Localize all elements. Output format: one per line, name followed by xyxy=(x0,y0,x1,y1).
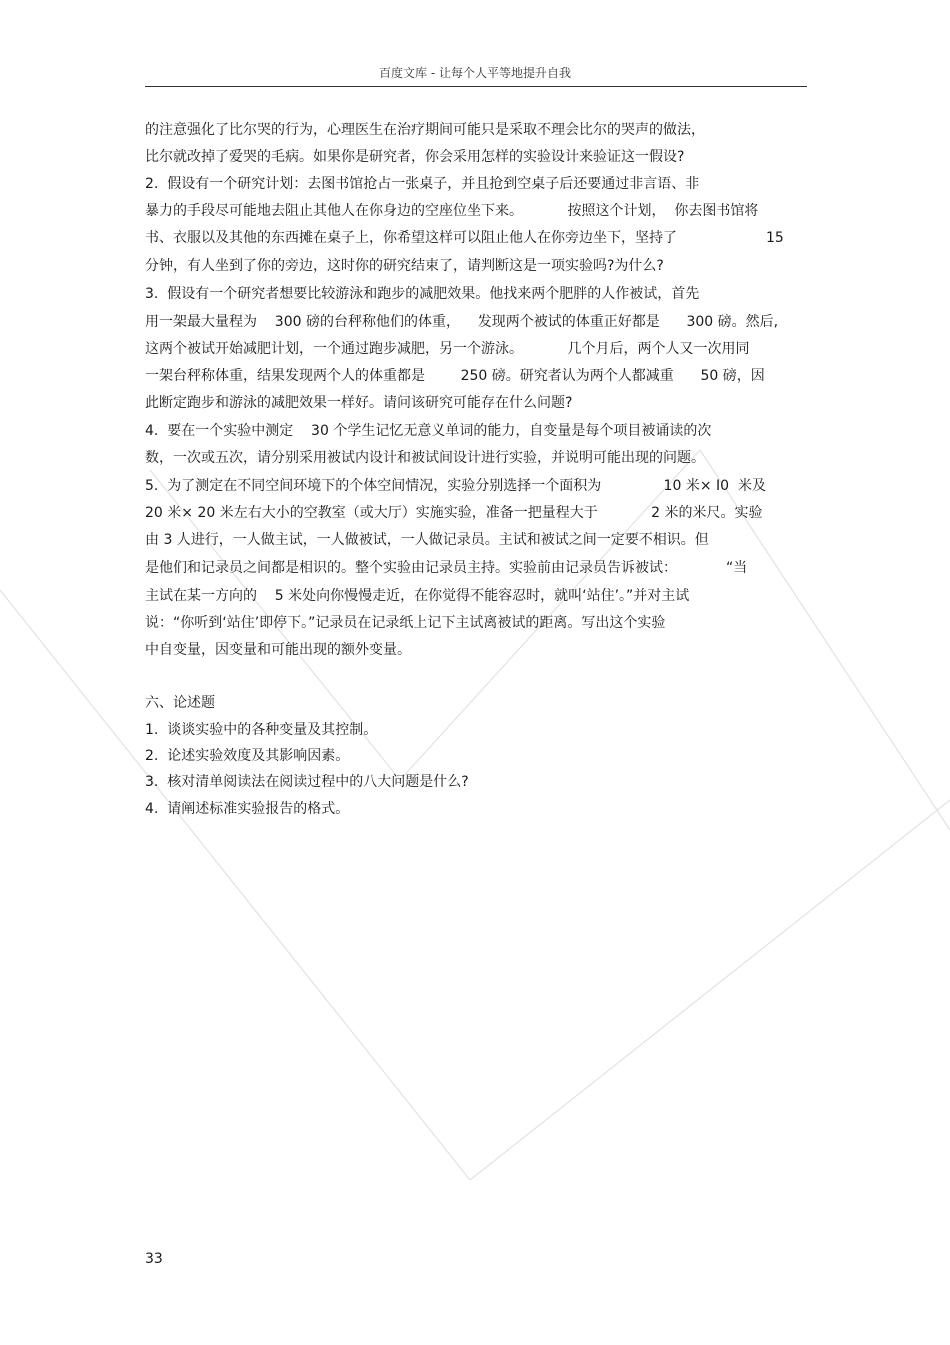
list-item: 4. 请阐述标准实验报告的格式。 xyxy=(145,801,350,817)
text-line: 分钟，有人坐到了你的旁边，这时你的研究结束了，请判断这是一项实验吗?为什么? xyxy=(145,258,664,274)
header-divider xyxy=(145,86,807,87)
text-line: 一架台秤称体重，结果发现两个人的体重都是 250 磅。研究者认为两个人都减重 50 磅，因 xyxy=(145,368,765,384)
text-line: 中自变量，因变量和可能出现的额外变量。 xyxy=(145,642,411,658)
text-line: 是他们和记录员之间都是相识的。整个实验由记录员主持。实验前由记录员告诉被试： “当 xyxy=(145,560,748,576)
text-line: 此断定跑步和游泳的减肥效果一样好。请问该研究可能存在什么问题? xyxy=(145,395,573,411)
text-line: 20 米× 20 米左右大小的空教室（或大厅）实施实验，准备一把量程大于 2 米的米尺。实验 xyxy=(145,505,763,521)
text-line: 5. 为了测定在不同空间环境下的个体空间情况，实验分别选择一个面积为 10 米× I0 米及 xyxy=(145,478,766,494)
text-line: 由 3 人进行，一人做主试，一人做被试，一人做记录员。主试和被试之间一定要不相识。但 xyxy=(145,532,709,548)
text-line: 暴力的手段尽可能地去阻止其他人在你身边的空座位坐下来。 按照这个计划， 你去图书馆将 xyxy=(145,203,759,219)
text-line: 用一架最大量程为 300 磅的台秤称他们的体重， 发现两个被试的体重正好都是 300 磅。然后, xyxy=(145,314,779,330)
text-line: 书、衣服以及其他的东西摊在桌子上，你希望这样可以阻止他人在你旁边坐下，坚持了 15 xyxy=(145,230,784,246)
list-item: 3. 核对清单阅读法在阅读过程中的八大问题是什么? xyxy=(145,774,469,790)
list-item: 1. 谈谈实验中的各种变量及其控制。 xyxy=(145,722,378,738)
text-line: 说：“你听到‘站住’即停下。”记录员在记录纸上记下主试离被试的距离。写出这个实验 xyxy=(145,615,666,631)
text-line: 这两个被试开始减肥计划，一个通过跑步减肥，另一个游泳。 几个月后，两个人又一次用同 xyxy=(145,341,750,357)
text-line: 2. 假设有一个研究计划：去图书馆抢占一张桌子，并且抢到空桌子后还要通过非言语、非 xyxy=(145,176,700,192)
text-line: 比尔就改掉了爱哭的毛病。如果你是研究者，你会采用怎样的实验设计来验证这一假设? xyxy=(145,149,685,165)
list-item: 2. 论述实验效度及其影响因素。 xyxy=(145,748,350,764)
text-line: 4. 要在一个实验中测定 30 个学生记忆无意义单词的能力，自变量是每个项目被诵读的次 xyxy=(145,423,712,439)
text-line: 主试在某一方向的 5 米处向你慢慢走近，在你觉得不能容忍时，就叫‘站住’。”并对主试 xyxy=(145,588,690,604)
page-number: 33 xyxy=(145,1251,163,1267)
text-line: 数，一次或五次，请分别采用被试内设计和被试间设计进行实验，并说明可能出现的问题。 xyxy=(145,450,705,466)
section-title: 六、论述题 xyxy=(145,695,215,711)
text-line: 的注意强化了比尔哭的行为，心理医生在治疗期间可能只是采取不理会比尔的哭声的做法， xyxy=(145,122,705,138)
text-line: 3. 假设有一个研究者想要比较游泳和跑步的减肥效果。他找来两个肥胖的人作被试，首先 xyxy=(145,286,700,302)
page-header: 百度文库 - 让每个人平等地提升自我 xyxy=(379,66,571,80)
